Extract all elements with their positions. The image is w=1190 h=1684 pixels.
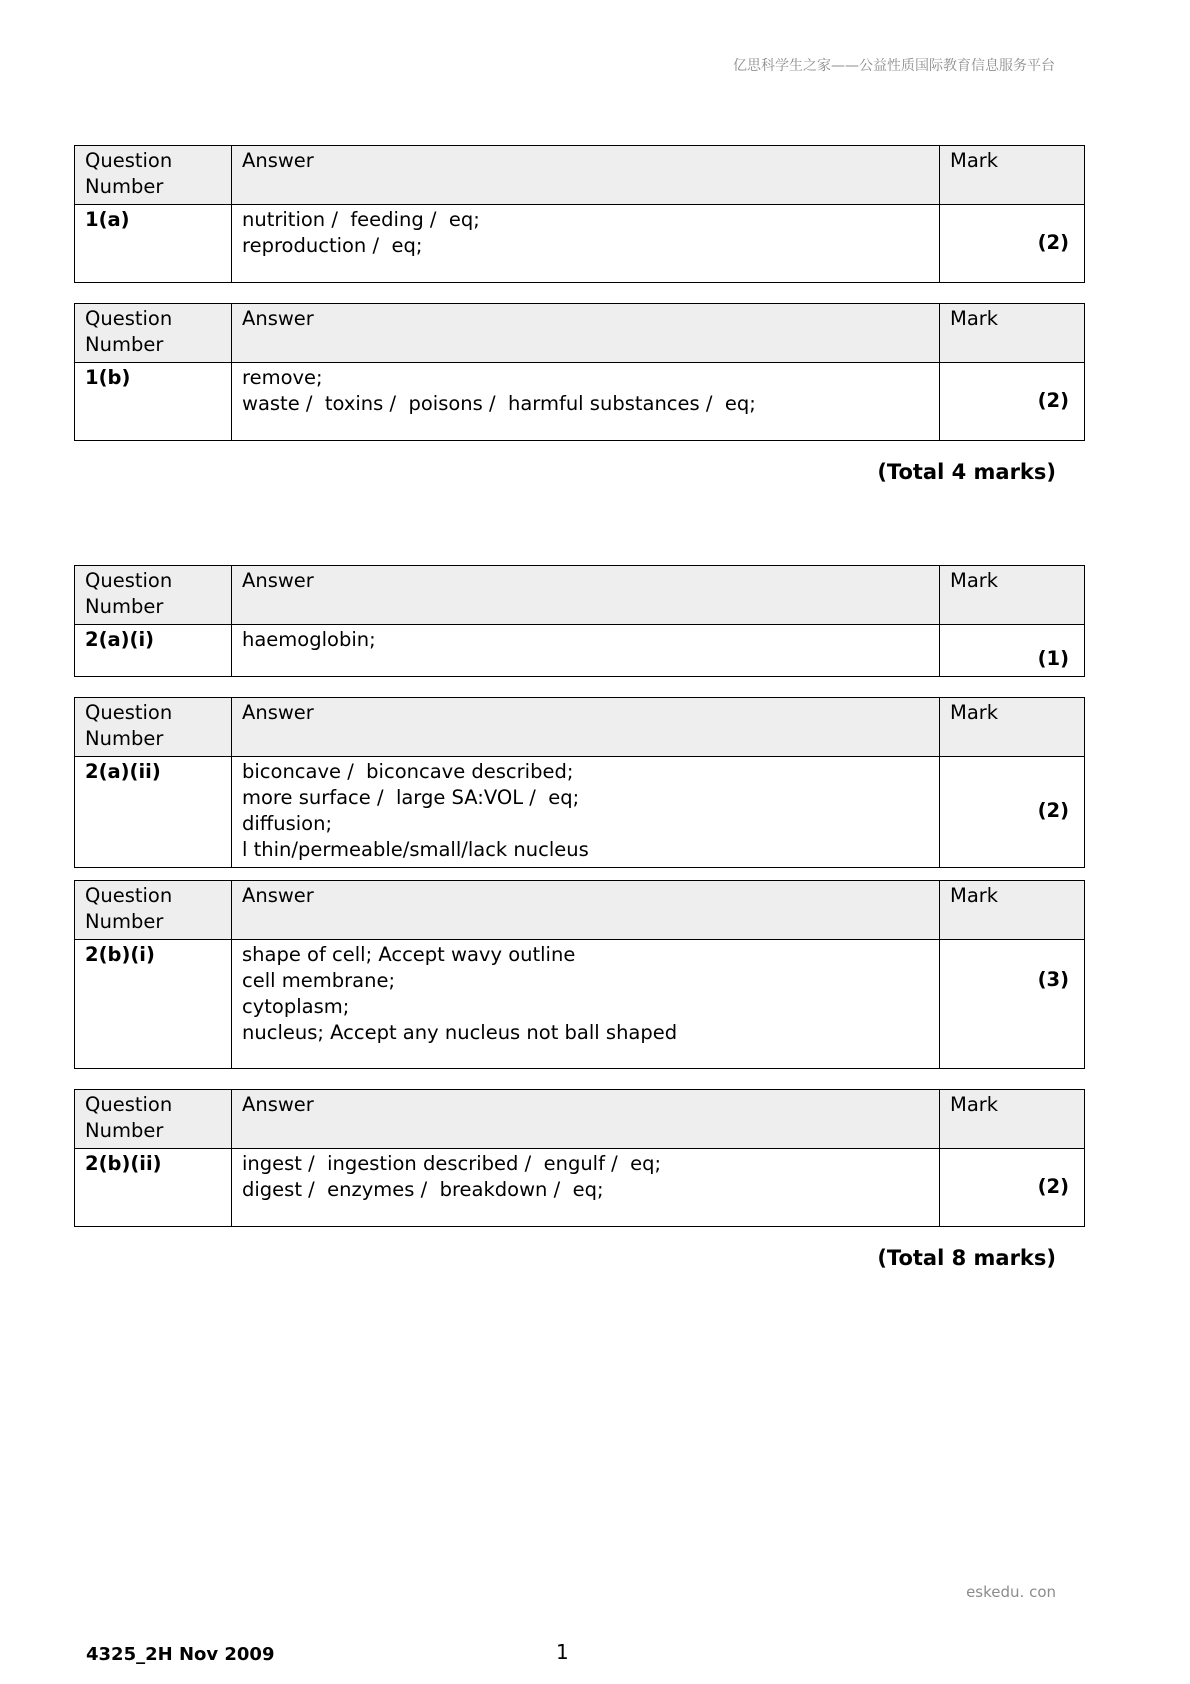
mark-value: (2) xyxy=(940,363,1085,441)
answer-header: Answer xyxy=(232,698,940,757)
answer-line: cell membrane; xyxy=(242,969,396,992)
answer-header: Answer xyxy=(232,304,940,363)
question-number: 1(b) xyxy=(75,363,232,441)
answer-line: digest / enzymes / breakdown / eq; xyxy=(242,1178,604,1201)
mark-table-2bii xyxy=(74,1089,1085,1227)
page-number: 1 xyxy=(556,1640,569,1664)
question-number-header: Question Number xyxy=(75,146,232,205)
mark-header: Mark xyxy=(940,146,1085,205)
answer-line: nutrition / feeding / eq; xyxy=(242,208,480,231)
answer-line: shape of cell; Accept wavy outline xyxy=(242,943,576,966)
answer-line: cytoplasm; xyxy=(242,995,350,1018)
answer-cell xyxy=(232,1149,940,1227)
answer-cell xyxy=(232,757,940,868)
question-number: 2(b)(ii) xyxy=(75,1149,232,1227)
answer-line: l thin/permeable/small/lack nucleus xyxy=(242,838,589,861)
mark-value: (2) xyxy=(940,205,1085,283)
header-watermark: 亿思科学生之家——公益性质国际教育信息服务平台 xyxy=(733,58,1055,74)
answer-line: nucleus; Accept any nucleus not ball shaped xyxy=(242,1021,678,1044)
mark-value: (2) xyxy=(940,1149,1085,1227)
total-marks-q2: (Total 8 marks) xyxy=(877,1246,1056,1270)
mark-table-2ai xyxy=(74,565,1085,677)
answer-line: diffusion; xyxy=(242,812,333,835)
answer-line: remove; xyxy=(242,366,323,389)
question-number: 2(a)(ii) xyxy=(75,757,232,868)
mark-header: Mark xyxy=(940,304,1085,363)
question-number-header: Question Number xyxy=(75,304,232,363)
mark-table-1a xyxy=(74,145,1085,283)
answer-line: waste / toxins / poisons / harmful substances / eq; xyxy=(242,392,756,415)
answer-line: biconcave / biconcave described; xyxy=(242,760,574,783)
question-number: 2(b)(i) xyxy=(75,940,232,1069)
mark-header: Mark xyxy=(940,1090,1085,1149)
question-number-header: Question Number xyxy=(75,1090,232,1149)
answer-line: haemoglobin; xyxy=(242,628,376,651)
question-number-header: Question Number xyxy=(75,566,232,625)
footer-site: eskedu. con xyxy=(966,1583,1056,1601)
mark-value: (2) xyxy=(940,757,1085,868)
mark-table-2bi xyxy=(74,880,1085,1069)
question-number-header: Question Number xyxy=(75,881,232,940)
question-number-header: Question Number xyxy=(75,698,232,757)
answer-header: Answer xyxy=(232,566,940,625)
answer-header: Answer xyxy=(232,146,940,205)
mark-table-2aii xyxy=(74,697,1085,868)
answer-line: reproduction / eq; xyxy=(242,234,423,257)
mark-header: Mark xyxy=(940,698,1085,757)
answer-cell xyxy=(232,940,940,1069)
mark-header: Mark xyxy=(940,566,1085,625)
mark-value: (1) xyxy=(940,625,1085,677)
answer-header: Answer xyxy=(232,881,940,940)
mark-value: (3) xyxy=(940,940,1085,1069)
question-number: 1(a) xyxy=(75,205,232,283)
answer-header: Answer xyxy=(232,1090,940,1149)
answer-cell xyxy=(232,363,940,441)
paper-code: 4325_2H Nov 2009 xyxy=(86,1644,275,1665)
answer-cell xyxy=(232,625,940,677)
answer-cell xyxy=(232,205,940,283)
mark-table-1b xyxy=(74,303,1085,441)
question-number: 2(a)(i) xyxy=(75,625,232,677)
answer-line: ingest / ingestion described / engulf / eq; xyxy=(242,1152,662,1175)
mark-header: Mark xyxy=(940,881,1085,940)
answer-line: more surface / large SA:VOL / eq; xyxy=(242,786,580,809)
total-marks-q1: (Total 4 marks) xyxy=(877,460,1056,484)
